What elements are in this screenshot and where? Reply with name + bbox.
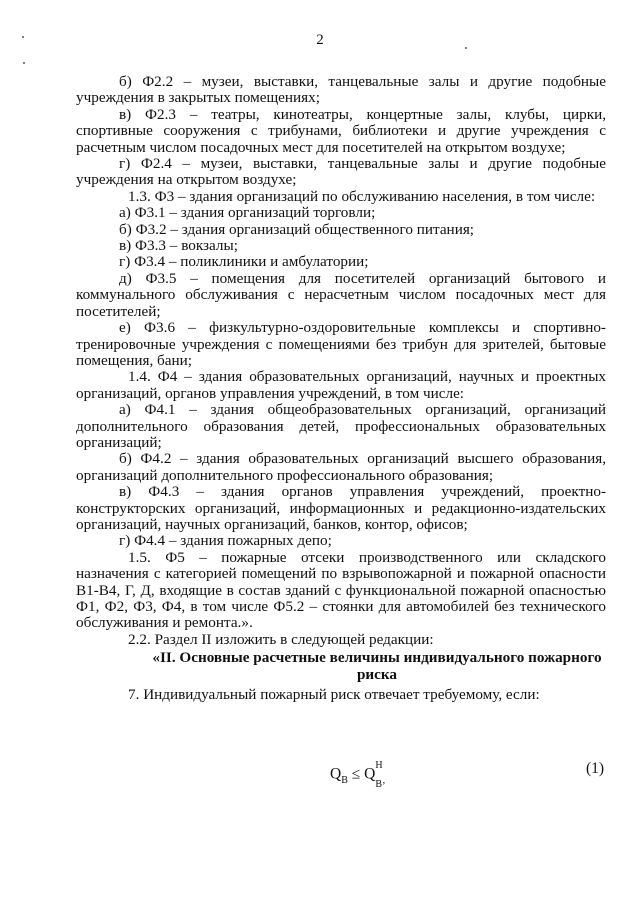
paragraph: 1.5. Ф5 – пожарные отсеки производственного или складского назначения с категорией помещений по взрывопожарной и пожарной опасности В1-В4, Г, Д, входящие в состав зданий с функциональной пожарной опасностью Ф1, Ф2, Ф3, Ф4, в том числе Ф5.2 – стоянки для автомобилей без технического обслуживания и ремонта.». bbox=[76, 548, 606, 632]
formula-rhs-sup: Н bbox=[375, 760, 383, 771]
formula bbox=[330, 761, 385, 789]
paragraph: г) Ф2.4 – музеи, выставки, танцевальные залы и другие подобные учреждения на открытом воздухе; bbox=[76, 155, 606, 189]
paragraph: г) Ф3.4 – поликлиники и амбулатории; bbox=[119, 253, 369, 271]
formula-lhs-sub: В bbox=[341, 774, 348, 786]
body-text bbox=[76, 74, 606, 703]
equation-number: (1) bbox=[586, 760, 605, 777]
formula-tail: , bbox=[382, 774, 386, 786]
paragraph: 7. Индивидуальный пожарный риск отвечает требуемому, если: bbox=[128, 686, 540, 704]
paragraph: е) Ф3.6 – физкультурно-оздоровительные комплексы и спортивно-тренировочные учреждения с помещениями без трибун для зрителей, бытовые помещения, бани; bbox=[76, 319, 606, 369]
paragraph: в) Ф3.3 – вокзалы; bbox=[119, 237, 238, 255]
section-heading: «II. Основные расчетные величины индивидуального пожарного риска bbox=[152, 649, 602, 683]
paragraph: б) Ф4.2 – здания образовательных организаций высшего образования, организаций дополнительного профессионального образования; bbox=[76, 450, 606, 484]
paragraph: в) Ф2.3 – театры, кинотеатры, концертные залы, клубы, цирки, спортивные сооружения с трибунами, библиотеки и другие учреждения с расчетным числом посадочных мест для посетителей на открытом воздухе; bbox=[76, 105, 606, 156]
scan-speck bbox=[465, 47, 467, 49]
paragraph: д) Ф3.5 – помещения для посетителей организаций бытового и коммунального обслуживания с нерасчетным числом посадочных мест для посетителей; bbox=[76, 269, 606, 320]
paragraph: а) Ф3.1 – здания организаций торговли; bbox=[119, 204, 376, 222]
paragraph: а) Ф4.1 – здания общеобразовательных организаций, организаций дополнительного образования детей, профессиональных образовательных организаций; bbox=[76, 401, 606, 451]
scan-speck bbox=[23, 62, 25, 64]
formula-rhs-indices bbox=[375, 761, 382, 789]
formula-rhs: Q bbox=[364, 765, 376, 783]
paragraph: 1.3. Ф3 – здания организаций по обслуживанию населения, в том числе: bbox=[128, 187, 596, 205]
formula-lhs: Q bbox=[330, 765, 342, 783]
paragraph: 2.2. Раздел II изложить в следующей редакции: bbox=[128, 630, 434, 648]
formula-rhs-sub: В bbox=[375, 779, 383, 791]
paragraph: в) Ф4.3 – здания органов управления учреждений, проектно-конструкторских организаций, информационных и редакционно-издательских организаций, научных организаций, банков, контор, офисов; bbox=[76, 483, 606, 533]
page-number: 2 bbox=[316, 32, 324, 48]
paragraph: 1.4. Ф4 – здания образовательных организаций, научных и проектных организаций, органов управления учреждений, в том числе: bbox=[76, 368, 606, 402]
paragraph: г) Ф4.4 – здания пожарных депо; bbox=[119, 532, 332, 550]
formula-operator: ≤ bbox=[351, 765, 361, 783]
scan-speck bbox=[22, 36, 24, 38]
paragraph: б) Ф2.2 – музеи, выставки, танцевальные залы и другие подобные учреждения в закрытых помещениях; bbox=[76, 73, 606, 107]
paragraph: б) Ф3.2 – здания организаций общественного питания; bbox=[119, 220, 475, 238]
